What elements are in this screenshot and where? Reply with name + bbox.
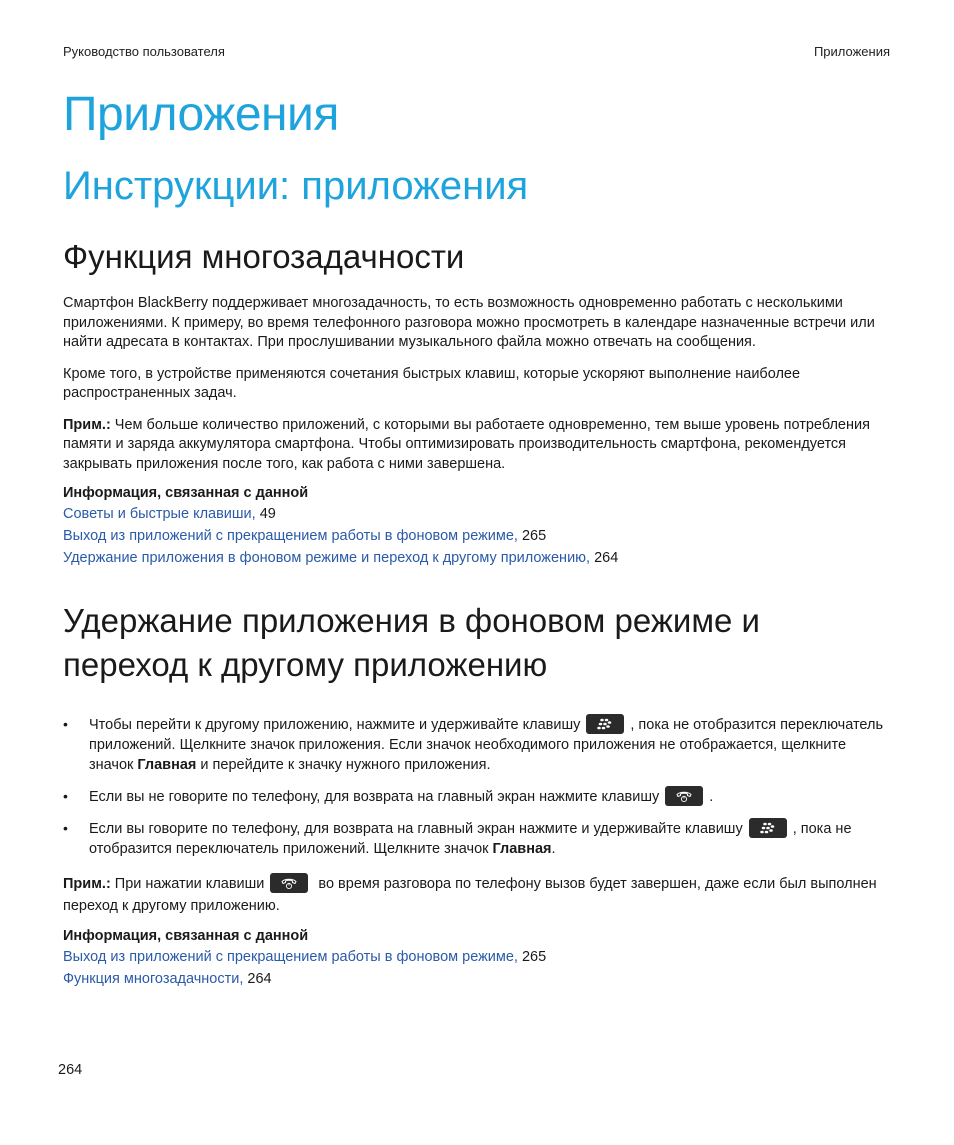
bullet-text: Чтобы перейти к другому приложению, нажмите и удерживайте клавишу <box>89 716 581 733</box>
heading-background-switch: Удержание приложения в фоновом режиме и переход к другому приложению <box>63 602 760 684</box>
related-link-row <box>63 503 891 525</box>
chapter-title: Приложения <box>63 88 339 141</box>
related-info-title: Информация, связанная с данной <box>63 928 309 945</box>
related-link-row <box>63 547 891 569</box>
bullet-text: , пока не отобразится переключатель приложений. Щелкните значок приложения. Если значок необходимого приложения не отображается, щелкните значок <box>89 716 884 773</box>
multitasking-paragraph-1: Смартфон BlackBerry поддерживает многозадачность, то есть возможность одновременно работать с несколькими приложениями. К примеру, во время телефонного разговора можно просмотреть в календаре назначенные встречи или найти адресата в контактах. При прослушивании музыкального файла можно отвечать на сообщения. <box>63 295 875 351</box>
bullet-bold-text: Главная <box>137 756 197 773</box>
bullet-text: . <box>551 841 556 858</box>
bullet-text: Если вы не говорите по телефону, для возврата на главный экран нажмите клавишу <box>89 788 660 805</box>
blackberry-menu-key-icon <box>586 714 624 734</box>
list-item <box>63 787 891 807</box>
related-link-page: 264 <box>590 550 619 567</box>
note-text: При нажатии клавиши <box>110 876 265 893</box>
section-title: Инструкции: приложения <box>63 163 529 208</box>
related-link-page: 49 <box>255 506 276 523</box>
multitasking-note <box>63 416 891 475</box>
end-call-power-key-icon <box>665 786 703 806</box>
bullet-bold-text: Главная <box>492 841 552 858</box>
bullet-text: , пока не отобразится переключатель приложений. Щелкните значок <box>89 820 852 858</box>
page-number: 264 <box>58 1062 83 1078</box>
note-label: Прим.: <box>63 416 111 433</box>
running-header-right: Приложения <box>813 44 890 59</box>
related-link-row <box>63 946 891 968</box>
instructions-list <box>63 715 891 860</box>
related-info-title: Информация, связанная с данной <box>63 485 309 502</box>
related-link-row <box>63 525 891 547</box>
heading-multitasking: Функция многозадачности <box>63 237 465 275</box>
bullet-text: и перейдите к значку нужного приложения. <box>196 756 491 773</box>
multitasking-paragraph-2: Кроме того, в устройстве применяются сочетания быстрых клавиш, которые ускоряют выполнение наиболее распространенных задач. <box>63 365 801 402</box>
note-label: Прим.: <box>63 876 111 893</box>
list-item <box>63 819 891 859</box>
list-item <box>63 715 891 775</box>
running-header-left: Руководство пользователя <box>63 44 225 59</box>
related-link-page: 265 <box>517 528 547 545</box>
bullet-text: Если вы говорите по телефону, для возврата на главный экран нажмите и удерживайте клавишу <box>89 820 743 837</box>
related-link[interactable]: Удержание приложения в фоновом режиме и переход к другому приложению, <box>63 550 591 567</box>
page-content <box>63 86 891 990</box>
related-link[interactable]: Советы и быстрые клавиши, <box>63 506 256 523</box>
switch-note <box>63 873 891 917</box>
note-text: Чем больше количество приложений, с которыми вы работаете одновременно, тем выше уровень потребления памяти и заряда аккумулятора смартфона. Чтобы оптимизировать производительность смартфона, рекомендуется закрывать приложения после того, как работа с ними завершена. <box>63 416 870 472</box>
bullet-text: . <box>709 788 714 805</box>
related-link[interactable]: Функция многозадачности, <box>63 971 244 988</box>
note-text: во время разговора по телефону вызов будет завершен, даже если был выполнен переход к другому приложению. <box>63 876 877 915</box>
related-link[interactable]: Выход из приложений с прекращением работы в фоновом режиме, <box>63 949 518 966</box>
related-link-page: 265 <box>517 949 547 966</box>
related-link-page: 264 <box>243 971 272 988</box>
end-call-power-key-icon <box>270 873 308 893</box>
blackberry-menu-key-icon <box>749 818 787 838</box>
related-link[interactable]: Выход из приложений с прекращением работы в фоновом режиме, <box>63 528 518 545</box>
related-link-row <box>63 968 891 990</box>
